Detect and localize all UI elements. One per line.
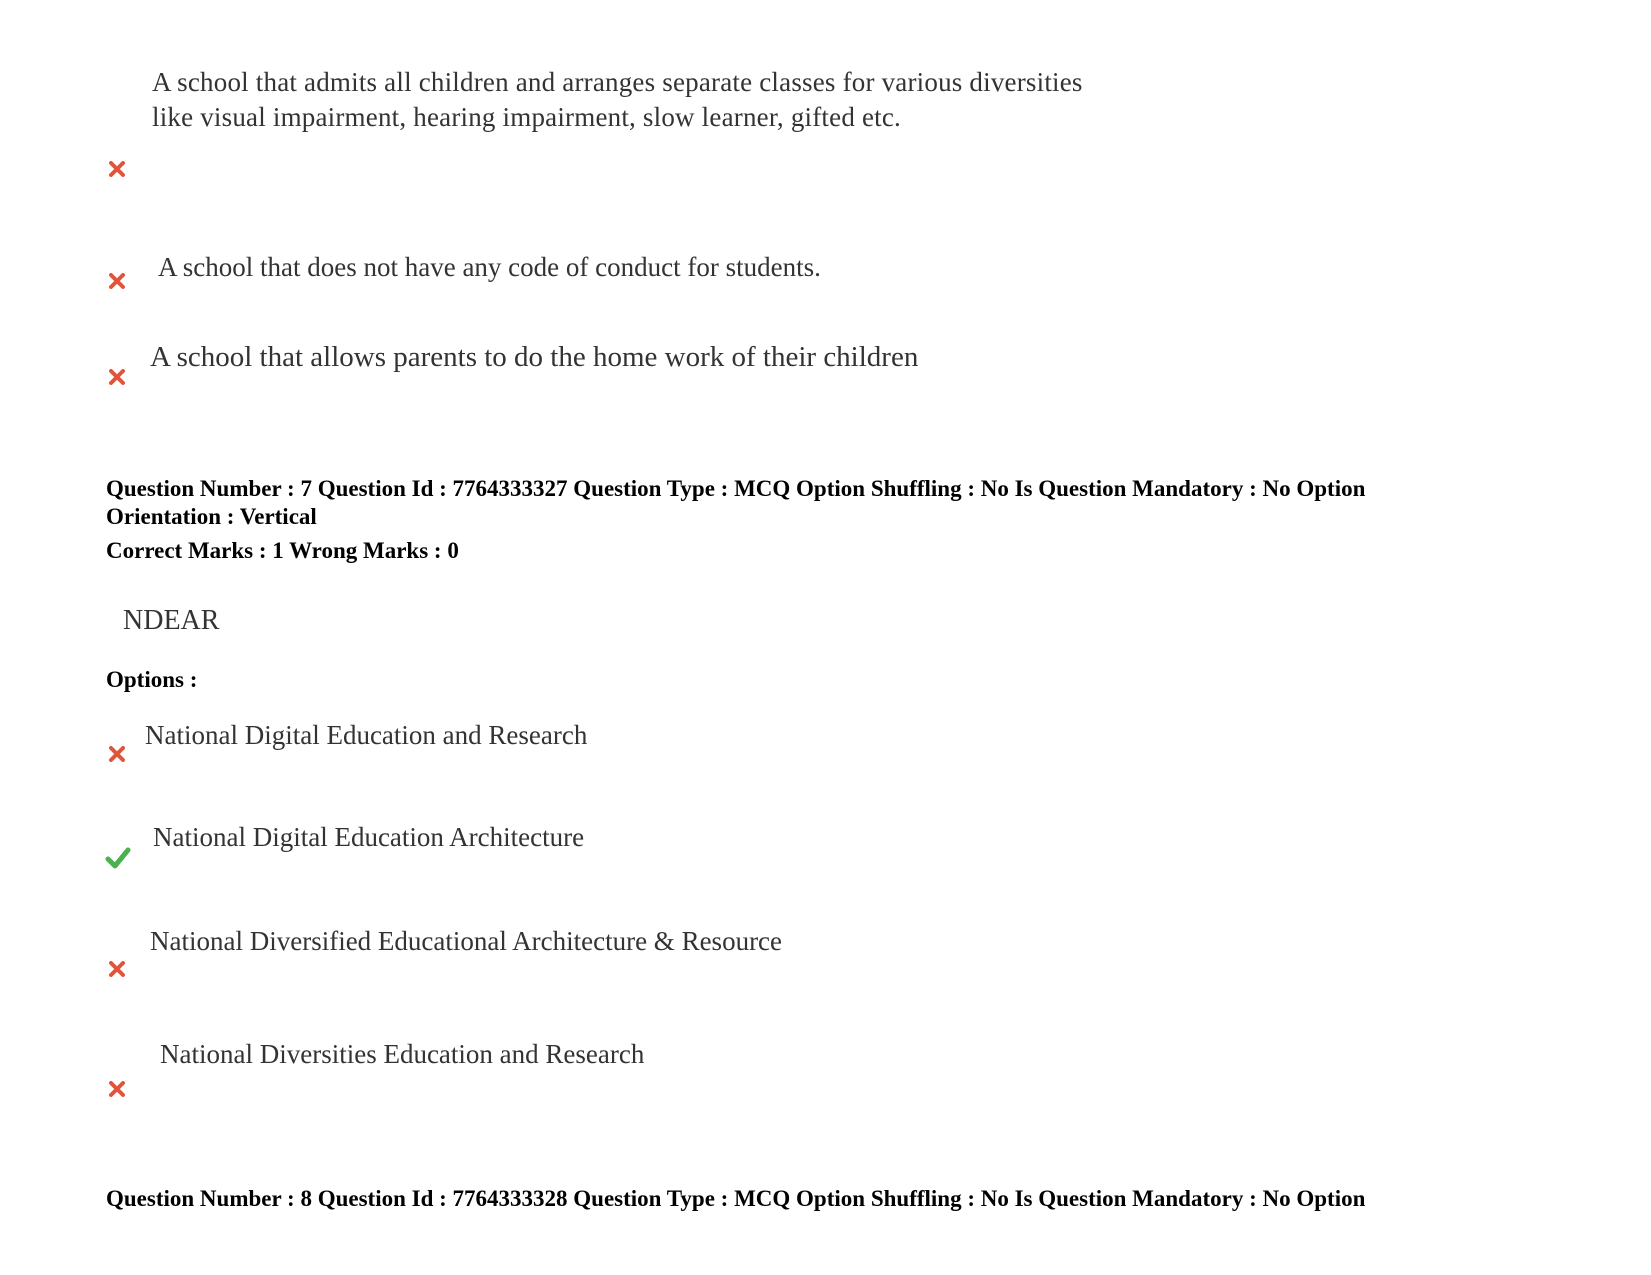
question-header-line2: Orientation : Vertical [106,504,317,529]
question-header-line1: Question Number : 7 Question Id : 7764333327 Question Type : MCQ Option Shuffling : No Is Question Mandatory : No Option [106,476,1366,501]
question-8-header: Question Number : 8 Question Id : 7764333328 Question Type : MCQ Option Shuffling : No Is Question Mandatory : No Option [106,1186,1366,1211]
cross-icon [108,368,126,386]
question-stem: NDEAR [123,605,220,636]
check-icon [105,846,131,870]
option-text: National Digital Education Architecture [153,822,585,852]
question-marks: Correct Marks : 1 Wrong Marks : 0 [106,538,459,563]
option-text: A school that admits all children and arranges separate classes for various diversities like visual impairment, hearing impairment, slow learner, gifted etc. [152,67,1083,132]
cross-icon [108,745,126,763]
option-text: A school that does not have any code of conduct for students. [158,252,821,282]
cross-icon [108,1080,126,1098]
option-text: National Diversities Education and Research [160,1039,645,1069]
cross-icon [108,272,126,290]
option-text: National Digital Education and Research [145,720,588,750]
option-text: A school that allows parents to do the home work of their children [150,341,919,373]
question-header [106,475,1556,531]
cross-icon [108,960,126,978]
option-text: National Diversified Educational Architecture & Resource [150,926,783,956]
cross-icon [108,160,126,178]
options-label: Options : [106,667,198,692]
